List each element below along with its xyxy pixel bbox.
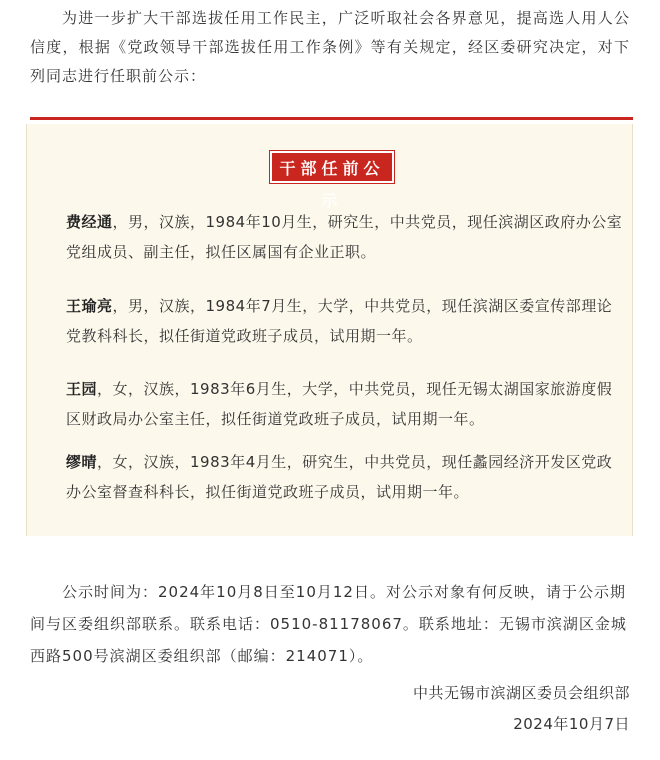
candidate-details: ，女，汉族，1983年4月生，研究生，中共党员，现任蠡园经济开发区党政办公室督查科科长，拟任街道党政班子成员，试用期一年。 bbox=[66, 453, 613, 501]
candidate-entry bbox=[66, 447, 626, 507]
panel-title: 干部任前公示 bbox=[270, 151, 394, 183]
candidate-name: 费经通 bbox=[66, 213, 113, 231]
candidate-details: ，男，汉族，1984年10月生，研究生，中共党员，现任滨湖区政府办公室党组成员、副主任，拟任区属国有企业正职。 bbox=[66, 213, 623, 261]
red-divider bbox=[30, 117, 633, 120]
candidate-name: 王瑜亮 bbox=[66, 297, 113, 315]
candidate-details: ，女，汉族，1983年6月生，大学，中共党员，现任无锡太湖国家旅游度假区财政局办公室主任，拟任街道党政班子成员，试用期一年。 bbox=[66, 380, 613, 428]
candidate-name: 王园 bbox=[66, 380, 98, 398]
candidate-details: ，男，汉族，1984年7月生，大学，中共党员，现任滨湖区委宣传部理论党教科科长，拟任街道党政班子成员，试用期一年。 bbox=[66, 297, 613, 345]
candidate-entry bbox=[66, 374, 626, 434]
candidate-name: 缪晴 bbox=[66, 453, 98, 471]
intro-paragraph: 为进一步扩大干部选拔任用工作民主，广泛听取社会各界意见，提高选人用人公信度，根据《党政领导干部选拔任用工作条例》等有关规定，经区委研究决定，对下列同志进行任职前公示： bbox=[30, 9, 630, 85]
candidate-entry bbox=[66, 207, 626, 267]
footer-paragraph: 公示时间为：2024年10月8日至10月12日。对公示对象有何反映，请于公示期间与区委组织部联系。联系电话：0510-81178067。联系地址：无锡市滨湖区金城西路500号滨湖区委组织部（邮编：214071）。 bbox=[30, 583, 627, 665]
candidate-entry bbox=[66, 291, 626, 351]
signature-org: 中共无锡市滨湖区委员会组织部 bbox=[412, 684, 630, 702]
signature-date: 2024年10月7日 bbox=[513, 715, 630, 733]
